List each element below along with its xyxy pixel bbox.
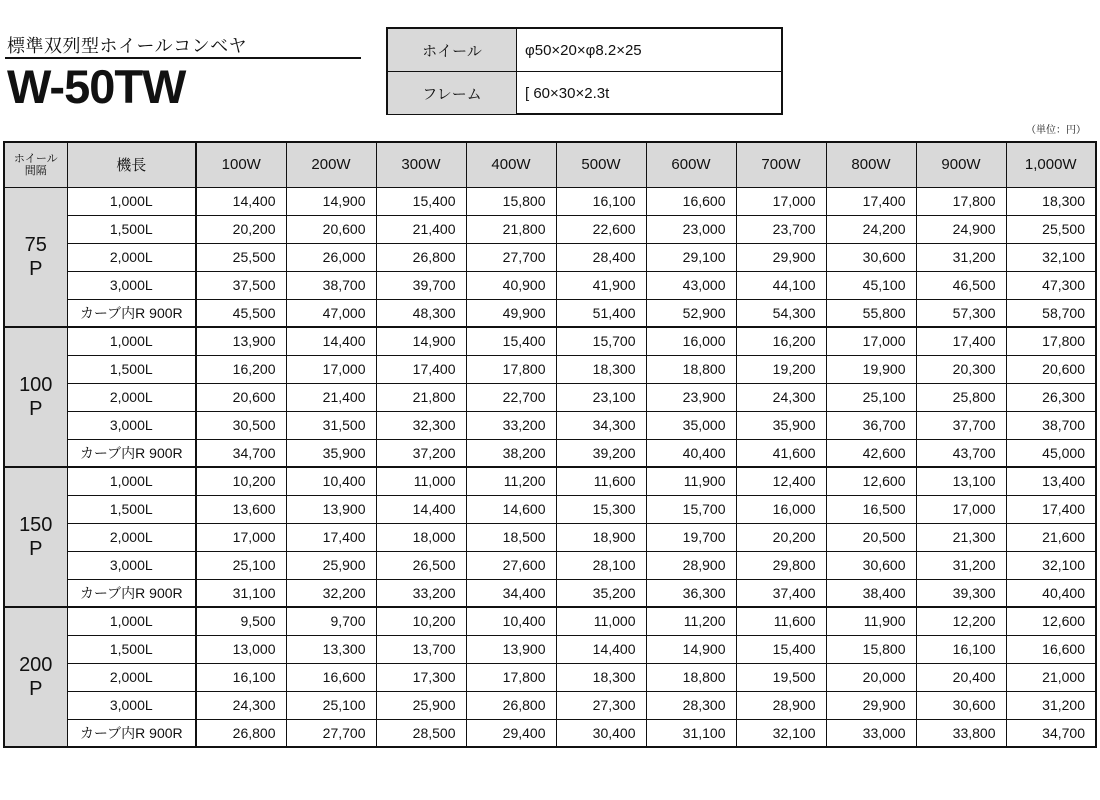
price-cell: 13,400	[1006, 467, 1096, 495]
price-cell: 34,300	[556, 411, 646, 439]
price-cell: 10,400	[466, 607, 556, 635]
price-cell: 47,000	[286, 299, 376, 327]
header-width: 1,000W	[1006, 142, 1096, 187]
price-cell: 35,200	[556, 579, 646, 607]
price-cell: 45,100	[826, 271, 916, 299]
price-cell: 15,800	[466, 187, 556, 215]
price-cell: 24,300	[736, 383, 826, 411]
price-cell: 39,200	[556, 439, 646, 467]
price-cell: 36,700	[826, 411, 916, 439]
price-cell: 22,700	[466, 383, 556, 411]
length-cell: カーブ内R 900R	[67, 439, 196, 467]
price-cell: 24,300	[196, 691, 286, 719]
price-cell: 17,800	[466, 663, 556, 691]
price-cell: 13,700	[376, 635, 466, 663]
price-cell: 27,700	[466, 243, 556, 271]
price-cell: 26,800	[196, 719, 286, 747]
price-cell: 25,900	[376, 691, 466, 719]
table-row	[4, 635, 1096, 663]
price-cell: 19,500	[736, 663, 826, 691]
price-cell: 20,600	[286, 215, 376, 243]
price-cell: 14,400	[556, 635, 646, 663]
price-cell: 26,800	[376, 243, 466, 271]
price-cell: 11,000	[556, 607, 646, 635]
price-cell: 29,100	[646, 243, 736, 271]
price-cell: 19,900	[826, 355, 916, 383]
price-cell: 33,800	[916, 719, 1006, 747]
price-cell: 41,900	[556, 271, 646, 299]
price-cell: 17,300	[376, 663, 466, 691]
price-cell: 33,000	[826, 719, 916, 747]
price-cell: 12,600	[826, 467, 916, 495]
price-cell: 17,800	[466, 355, 556, 383]
length-cell: カーブ内R 900R	[67, 719, 196, 747]
price-cell: 21,000	[1006, 663, 1096, 691]
price-cell: 14,900	[646, 635, 736, 663]
price-cell: 19,700	[646, 523, 736, 551]
price-cell: 28,400	[556, 243, 646, 271]
table-row	[4, 271, 1096, 299]
length-cell: 1,500L	[67, 355, 196, 383]
price-cell: 28,900	[736, 691, 826, 719]
price-cell: 38,700	[1006, 411, 1096, 439]
price-cell: 13,900	[196, 327, 286, 355]
price-cell: 32,300	[376, 411, 466, 439]
price-cell: 17,000	[916, 495, 1006, 523]
price-cell: 23,900	[646, 383, 736, 411]
length-cell: 1,500L	[67, 495, 196, 523]
price-cell: 26,500	[376, 551, 466, 579]
header-width: 300W	[376, 142, 466, 187]
price-cell: 45,000	[1006, 439, 1096, 467]
price-cell: 15,400	[736, 635, 826, 663]
price-cell: 36,300	[646, 579, 736, 607]
price-cell: 14,900	[286, 187, 376, 215]
price-cell: 15,700	[646, 495, 736, 523]
table-row	[4, 187, 1096, 215]
price-cell: 20,200	[736, 523, 826, 551]
price-cell: 11,600	[556, 467, 646, 495]
price-cell: 25,900	[286, 551, 376, 579]
price-cell: 34,700	[196, 439, 286, 467]
length-cell: 3,000L	[67, 411, 196, 439]
length-cell: 3,000L	[67, 551, 196, 579]
price-cell: 29,400	[466, 719, 556, 747]
table-row	[4, 243, 1096, 271]
spec-value-frame: [ 60×30×2.3t	[525, 84, 610, 102]
price-cell: 20,200	[196, 215, 286, 243]
spec-value-wheel: φ50×20×φ8.2×25	[525, 41, 642, 59]
price-cell: 17,800	[1006, 327, 1096, 355]
price-cell: 15,400	[376, 187, 466, 215]
price-cell: 27,700	[286, 719, 376, 747]
pitch-unit: P	[29, 678, 43, 700]
price-cell: 43,700	[916, 439, 1006, 467]
price-cell: 16,100	[916, 635, 1006, 663]
spec-row-wheel	[388, 29, 781, 71]
price-cell: 14,600	[466, 495, 556, 523]
price-cell: 54,300	[736, 299, 826, 327]
price-cell: 28,500	[376, 719, 466, 747]
table-row	[4, 551, 1096, 579]
price-cell: 20,600	[196, 383, 286, 411]
pitch-unit: P	[29, 538, 43, 560]
price-cell: 18,000	[376, 523, 466, 551]
table-row	[4, 607, 1096, 635]
price-cell: 20,000	[826, 663, 916, 691]
price-cell: 31,200	[916, 243, 1006, 271]
price-cell: 16,600	[1006, 635, 1096, 663]
price-cell: 11,600	[736, 607, 826, 635]
header-wheel-pitch-line1: ホイール	[13, 152, 58, 165]
title-underline	[5, 57, 361, 59]
price-cell: 11,900	[646, 467, 736, 495]
pitch-cell	[4, 467, 67, 607]
price-cell: 15,800	[826, 635, 916, 663]
price-cell: 27,300	[556, 691, 646, 719]
price-cell: 33,200	[376, 579, 466, 607]
price-cell: 17,000	[196, 523, 286, 551]
price-cell: 37,500	[196, 271, 286, 299]
price-cell: 15,400	[466, 327, 556, 355]
price-cell: 16,500	[826, 495, 916, 523]
price-cell: 18,800	[646, 663, 736, 691]
price-cell: 13,300	[286, 635, 376, 663]
price-cell: 27,600	[466, 551, 556, 579]
price-cell: 44,100	[736, 271, 826, 299]
price-cell: 12,600	[1006, 607, 1096, 635]
price-cell: 11,900	[826, 607, 916, 635]
price-cell: 12,400	[736, 467, 826, 495]
table-row	[4, 439, 1096, 467]
price-table	[3, 141, 1097, 748]
pitch-unit: P	[29, 257, 43, 280]
price-cell: 29,900	[736, 243, 826, 271]
price-cell: 37,200	[376, 439, 466, 467]
price-cell: 46,500	[916, 271, 1006, 299]
price-cell: 41,600	[736, 439, 826, 467]
table-row	[4, 355, 1096, 383]
price-cell: 29,900	[826, 691, 916, 719]
table-row	[4, 523, 1096, 551]
price-cell: 16,100	[556, 187, 646, 215]
pitch-cell	[4, 607, 67, 747]
price-cell: 28,300	[646, 691, 736, 719]
header-width: 400W	[466, 142, 556, 187]
spec-row-frame	[388, 71, 781, 114]
price-cell: 35,000	[646, 411, 736, 439]
price-cell: 37,700	[916, 411, 1006, 439]
price-cell: 47,300	[1006, 271, 1096, 299]
price-cell: 17,400	[376, 355, 466, 383]
price-cell: 17,000	[826, 327, 916, 355]
pitch-value: 100	[19, 374, 53, 396]
price-cell: 55,800	[826, 299, 916, 327]
price-cell: 10,400	[286, 467, 376, 495]
price-cell: 16,200	[196, 355, 286, 383]
price-cell: 11,200	[646, 607, 736, 635]
unit-note: （単位：円）	[1026, 125, 1086, 136]
price-cell: 9,500	[196, 607, 286, 635]
price-cell: 35,900	[286, 439, 376, 467]
length-cell: カーブ内R 900R	[67, 299, 196, 327]
header-wheel-pitch-line2: 間隔	[24, 164, 47, 177]
price-cell: 23,100	[556, 383, 646, 411]
length-cell: 3,000L	[67, 271, 196, 299]
price-cell: 18,300	[1006, 187, 1096, 215]
price-cell: 48,300	[376, 299, 466, 327]
price-cell: 18,800	[646, 355, 736, 383]
spec-label-wheel: ホイール	[388, 29, 517, 71]
price-cell: 40,400	[646, 439, 736, 467]
price-cell: 18,300	[556, 663, 646, 691]
price-cell: 25,500	[196, 243, 286, 271]
price-cell: 32,100	[1006, 243, 1096, 271]
price-cell: 22,600	[556, 215, 646, 243]
price-cell: 18,500	[466, 523, 556, 551]
price-cell: 20,300	[916, 355, 1006, 383]
price-cell: 32,200	[286, 579, 376, 607]
price-cell: 16,600	[646, 187, 736, 215]
price-cell: 16,000	[646, 327, 736, 355]
price-cell: 30,500	[196, 411, 286, 439]
price-cell: 14,400	[286, 327, 376, 355]
price-cell: 24,900	[916, 215, 1006, 243]
price-cell: 34,400	[466, 579, 556, 607]
table-row	[4, 719, 1096, 747]
length-cell: 1,000L	[67, 607, 196, 635]
price-cell: 13,600	[196, 495, 286, 523]
price-cell: 23,700	[736, 215, 826, 243]
price-cell: 15,700	[556, 327, 646, 355]
price-cell: 25,800	[916, 383, 1006, 411]
price-cell: 15,300	[556, 495, 646, 523]
price-cell: 13,900	[286, 495, 376, 523]
spec-label-frame: フレーム	[388, 72, 517, 114]
price-cell: 31,100	[196, 579, 286, 607]
price-cell: 31,100	[646, 719, 736, 747]
price-cell: 38,200	[466, 439, 556, 467]
pitch-value: 200	[19, 654, 53, 676]
price-cell: 17,800	[916, 187, 1006, 215]
price-cell: 25,100	[196, 551, 286, 579]
price-cell: 30,400	[556, 719, 646, 747]
price-cell: 16,200	[736, 327, 826, 355]
price-cell: 21,600	[1006, 523, 1096, 551]
price-cell: 25,500	[1006, 215, 1096, 243]
table-header-row	[4, 142, 1096, 187]
price-cell: 33,200	[466, 411, 556, 439]
price-cell: 30,600	[826, 551, 916, 579]
price-cell: 18,300	[556, 355, 646, 383]
price-cell: 25,100	[826, 383, 916, 411]
price-cell: 14,400	[376, 495, 466, 523]
length-cell: 3,000L	[67, 691, 196, 719]
price-cell: 20,600	[1006, 355, 1096, 383]
price-cell: 28,100	[556, 551, 646, 579]
price-cell: 52,900	[646, 299, 736, 327]
price-cell: 14,400	[196, 187, 286, 215]
price-cell: 17,400	[1006, 495, 1096, 523]
price-cell: 40,900	[466, 271, 556, 299]
pitch-unit: P	[29, 398, 43, 420]
price-cell: 20,500	[826, 523, 916, 551]
length-cell: 2,000L	[67, 523, 196, 551]
price-cell: 30,600	[826, 243, 916, 271]
header-length: 機長	[67, 142, 196, 187]
pitch-cell	[4, 327, 67, 467]
model-title: W-50TW	[7, 60, 186, 113]
table-row	[4, 411, 1096, 439]
price-cell: 51,400	[556, 299, 646, 327]
price-cell: 17,000	[286, 355, 376, 383]
price-cell: 13,000	[196, 635, 286, 663]
price-cell: 40,400	[1006, 579, 1096, 607]
price-cell: 21,300	[916, 523, 1006, 551]
price-table-body	[4, 187, 1096, 747]
length-cell: 2,000L	[67, 243, 196, 271]
price-cell: 21,800	[376, 383, 466, 411]
table-row	[4, 299, 1096, 327]
price-cell: 10,200	[196, 467, 286, 495]
price-cell: 21,400	[376, 215, 466, 243]
price-cell: 26,000	[286, 243, 376, 271]
header-width: 100W	[196, 142, 286, 187]
price-cell: 43,000	[646, 271, 736, 299]
length-cell: 2,000L	[67, 383, 196, 411]
price-cell: 57,300	[916, 299, 1006, 327]
price-cell: 16,000	[736, 495, 826, 523]
price-cell: 32,100	[1006, 551, 1096, 579]
price-cell: 21,800	[466, 215, 556, 243]
length-cell: カーブ内R 900R	[67, 579, 196, 607]
price-cell: 11,200	[466, 467, 556, 495]
price-cell: 13,900	[466, 635, 556, 663]
product-subtitle: 標準双列型ホイールコンベヤ	[7, 36, 248, 56]
header-width: 900W	[916, 142, 1006, 187]
price-cell: 49,900	[466, 299, 556, 327]
price-cell: 12,200	[916, 607, 1006, 635]
price-cell: 18,900	[556, 523, 646, 551]
price-cell: 31,500	[286, 411, 376, 439]
price-cell: 39,700	[376, 271, 466, 299]
header-wheel-pitch	[4, 142, 67, 187]
table-row	[4, 215, 1096, 243]
price-cell: 28,900	[646, 551, 736, 579]
price-cell: 17,000	[736, 187, 826, 215]
price-cell: 14,900	[376, 327, 466, 355]
length-cell: 2,000L	[67, 663, 196, 691]
price-cell: 26,800	[466, 691, 556, 719]
table-row	[4, 691, 1096, 719]
pitch-value: 75	[24, 233, 47, 256]
price-cell: 13,100	[916, 467, 1006, 495]
price-cell: 34,700	[1006, 719, 1096, 747]
price-cell: 38,400	[826, 579, 916, 607]
price-cell: 17,400	[286, 523, 376, 551]
price-cell: 37,400	[736, 579, 826, 607]
table-row	[4, 327, 1096, 355]
table-row	[4, 579, 1096, 607]
price-cell: 21,400	[286, 383, 376, 411]
header-width: 600W	[646, 142, 736, 187]
table-row	[4, 467, 1096, 495]
price-cell: 25,100	[286, 691, 376, 719]
price-cell: 31,200	[916, 551, 1006, 579]
header-width: 500W	[556, 142, 646, 187]
header-width: 200W	[286, 142, 376, 187]
price-cell: 45,500	[196, 299, 286, 327]
price-cell: 32,100	[736, 719, 826, 747]
header-width: 800W	[826, 142, 916, 187]
price-cell: 11,000	[376, 467, 466, 495]
price-cell: 17,400	[916, 327, 1006, 355]
length-cell: 1,500L	[67, 215, 196, 243]
length-cell: 1,000L	[67, 467, 196, 495]
price-cell: 23,000	[646, 215, 736, 243]
price-cell: 17,400	[826, 187, 916, 215]
price-cell: 20,400	[916, 663, 1006, 691]
price-cell: 19,200	[736, 355, 826, 383]
price-cell: 24,200	[826, 215, 916, 243]
spec-table	[386, 27, 783, 115]
pitch-cell	[4, 187, 67, 327]
pitch-value: 150	[19, 514, 53, 536]
price-cell: 30,600	[916, 691, 1006, 719]
price-cell: 58,700	[1006, 299, 1096, 327]
header-width: 700W	[736, 142, 826, 187]
price-cell: 16,100	[196, 663, 286, 691]
price-cell: 10,200	[376, 607, 466, 635]
length-cell: 1,000L	[67, 187, 196, 215]
price-cell: 38,700	[286, 271, 376, 299]
length-cell: 1,500L	[67, 635, 196, 663]
table-row	[4, 663, 1096, 691]
price-cell: 9,700	[286, 607, 376, 635]
table-row	[4, 495, 1096, 523]
price-cell: 31,200	[1006, 691, 1096, 719]
price-cell: 42,600	[826, 439, 916, 467]
price-cell: 35,900	[736, 411, 826, 439]
length-cell: 1,000L	[67, 327, 196, 355]
price-cell: 39,300	[916, 579, 1006, 607]
table-row	[4, 383, 1096, 411]
price-cell: 16,600	[286, 663, 376, 691]
price-cell: 26,300	[1006, 383, 1096, 411]
price-cell: 29,800	[736, 551, 826, 579]
